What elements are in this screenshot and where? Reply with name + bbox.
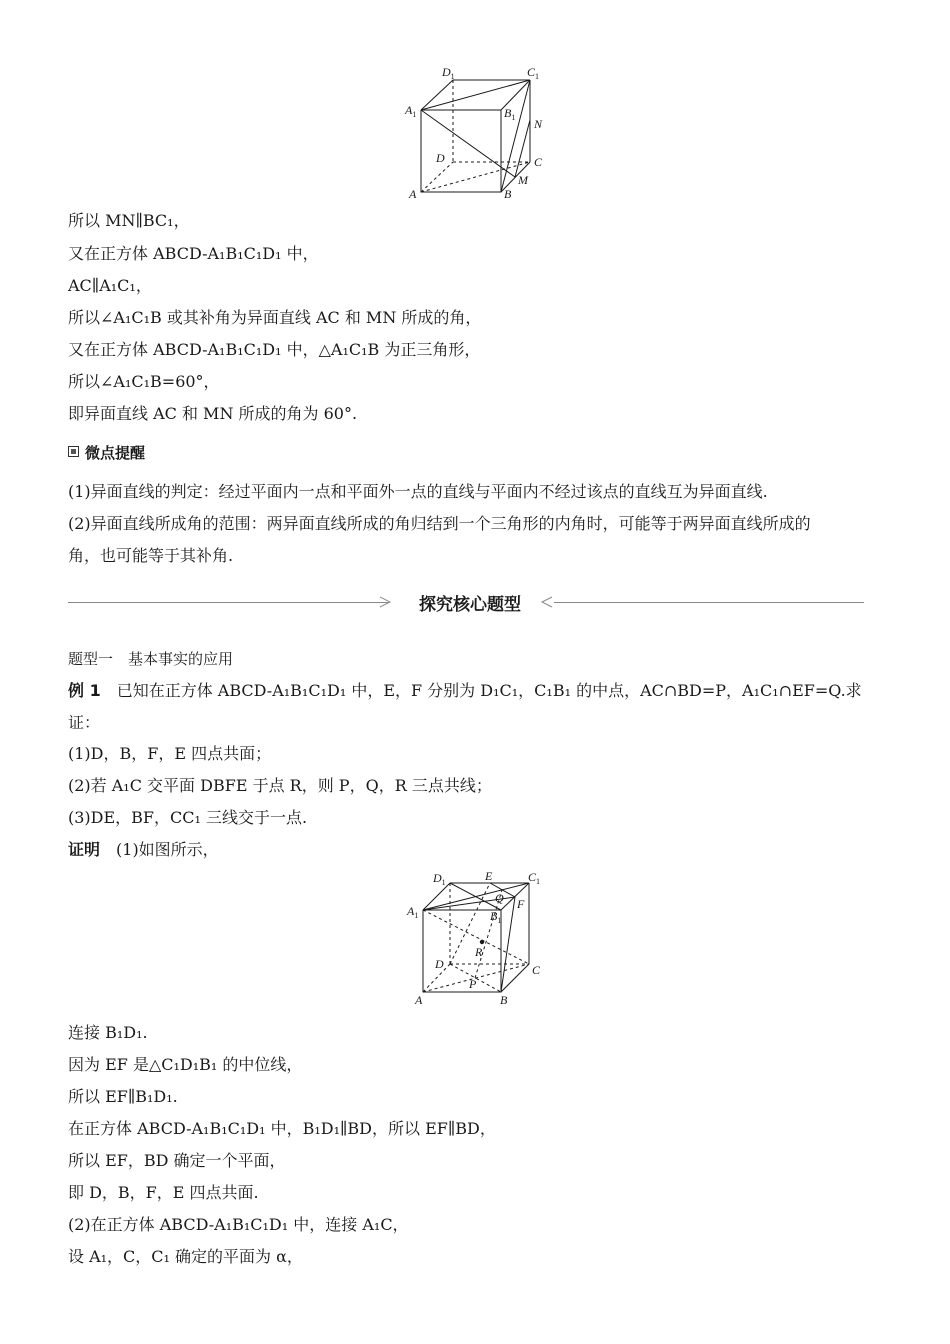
proof-label: 证明 (68, 840, 101, 859)
proof-line-6: 即 D，B，F，E 四点共面. (68, 1183, 259, 1202)
label-d: D (436, 151, 445, 165)
cube-figure-1 (395, 62, 555, 204)
section-title: 探究核心题型 (419, 595, 521, 615)
label-b: B (500, 993, 508, 1007)
label-e: E (485, 869, 493, 883)
label-b: B (504, 187, 512, 201)
proof-top-line-5: 又在正方体 ABCD-A₁B₁C₁D₁ 中，△A₁C₁B 为正三角形， (68, 340, 481, 359)
type1-title: 题型一 基本事实的应用 (68, 650, 234, 668)
question-1: (1)D，B，F，E 四点共面； (68, 744, 272, 763)
point-r-dot (480, 940, 484, 944)
question-3: (3)DE，BF，CC₁ 三线交于一点. (68, 808, 308, 827)
question-2: (2)若 A₁C 交平面 DBFE 于点 R，则 P，Q，R 三点共线； (68, 776, 492, 795)
label-f: F (517, 897, 525, 911)
proof-intro-text: (1)如图所示， (100, 840, 219, 859)
label-q: Q (495, 891, 504, 905)
label-b1: $B_1$ (490, 909, 502, 925)
proof-top-line-4: 所以∠A₁C₁B 或其补角为异面直线 AC 和 MN 所成的角， (68, 308, 482, 327)
label-d1: $D_1$ (442, 65, 455, 81)
tip-item-1: (1)异面直线的判定：经过平面内一点和平面外一点的直线与平面内不经过该点的直线互为异面直线. (68, 482, 768, 501)
section-rule-left (68, 602, 388, 603)
label-a: A (415, 993, 423, 1007)
example-label: 例 1 (68, 681, 101, 700)
label-c: C (532, 963, 541, 977)
proof-top-line-6: 所以∠A₁C₁B=60°， (68, 372, 220, 391)
label-d: D (435, 957, 444, 971)
label-a1: $A_1$ (405, 103, 417, 119)
label-r: R (475, 945, 483, 959)
proof-line-1: 连接 B₁D₁. (68, 1023, 148, 1042)
label-a1: $A_1$ (407, 904, 419, 920)
proof-line-4: 在正方体 ABCD-A₁B₁C₁D₁ 中，B₁D₁∥BD，所以 EF∥BD， (68, 1119, 496, 1138)
tip-item-2-line-1: (2)异面直线所成角的范围：两异面直线所成的角归结到一个三角形的内角时，可能等于两异面直线所成的 (68, 514, 811, 533)
example-text-1: 已知在正方体 ABCD-A₁B₁C₁D₁ 中，E，F 分别为 D₁C₁，C₁B₁ 的中点，AC∩BD=P，A₁C₁∩EF=Q.求 (100, 681, 862, 700)
tip-item-2-line-2: 角，也可能等于其补角. (68, 546, 234, 565)
label-c1: $C_1$ (527, 65, 540, 81)
proof-line-3: 所以 EF∥B₁D₁. (68, 1087, 178, 1106)
proof-top-line-3: AC∥A₁C₁， (68, 276, 152, 295)
label-c1: $C_1$ (528, 870, 541, 886)
label-d1: $D_1$ (433, 871, 446, 887)
proof-top-line-7: 即异面直线 AC 和 MN 所成的角为 60°. (68, 404, 358, 423)
proof-line-5: 所以 EF，BD 确定一个平面， (68, 1151, 286, 1170)
tip-title: 微点提醒 (85, 444, 146, 462)
proof-line-8: 设 A₁，C，C₁ 确定的平面为 α， (68, 1247, 303, 1266)
proof-top-line-2: 又在正方体 ABCD-A₁B₁C₁D₁ 中， (68, 244, 319, 263)
section-rule-right (554, 602, 864, 603)
label-a: A (409, 187, 417, 201)
proof-line-2: 因为 EF 是△C₁D₁B₁ 的中位线， (68, 1055, 303, 1074)
label-p: P (469, 977, 477, 991)
proof-intro (68, 840, 219, 860)
cube-figure-2 (395, 866, 555, 1011)
tip-box-icon (68, 446, 79, 457)
label-n: N (534, 117, 543, 131)
section-ornament-right-icon (540, 595, 554, 609)
proof-line-7: (2)在正方体 ABCD-A₁B₁C₁D₁ 中，连接 A₁C， (68, 1215, 409, 1234)
tip-heading (68, 442, 145, 463)
label-m: M (518, 173, 528, 187)
label-b1: $B_1$ (504, 106, 516, 122)
example-line-2: 证： (68, 713, 101, 732)
proof-top-line-1: 所以 MN∥BC₁， (68, 211, 190, 230)
label-c: C (534, 155, 543, 169)
example-line-1 (68, 681, 862, 701)
